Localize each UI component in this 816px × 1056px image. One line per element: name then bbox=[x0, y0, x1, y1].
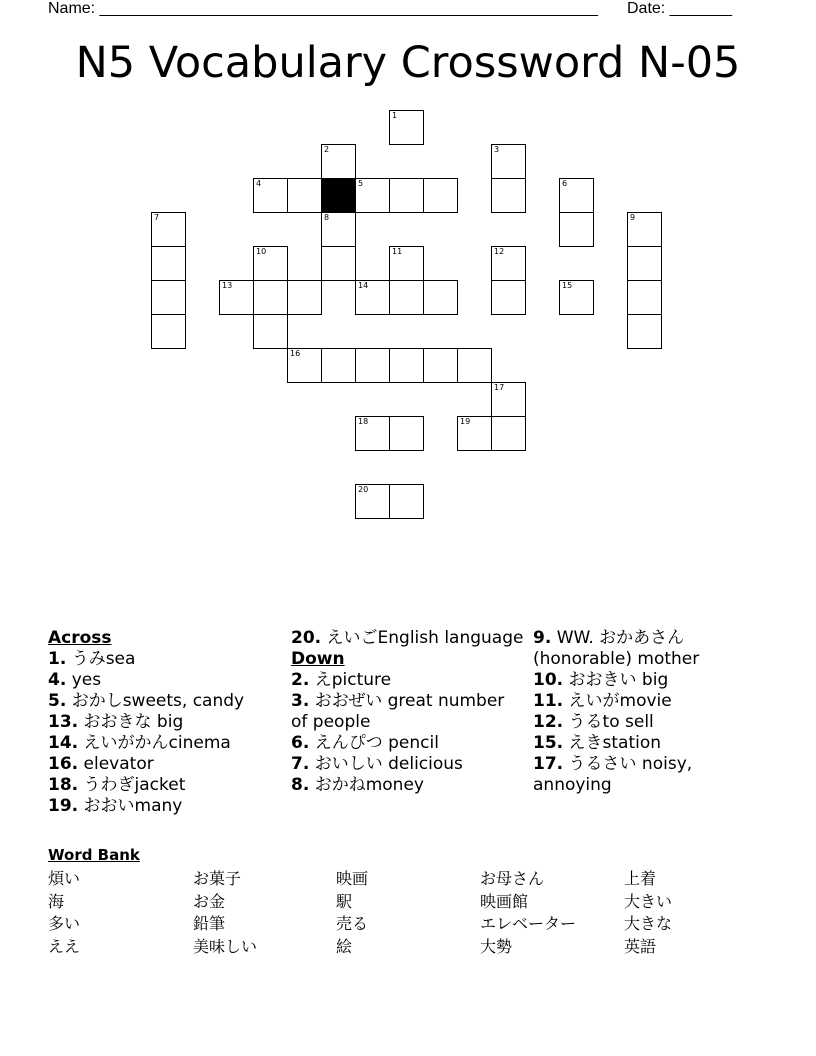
clue-across-1: 1. うみsea bbox=[48, 649, 136, 669]
grid-cell-7[interactable] bbox=[151, 212, 186, 247]
grid-cell[interactable] bbox=[253, 314, 288, 349]
word-bank-item: 映画 bbox=[336, 869, 369, 888]
grid-cell[interactable] bbox=[457, 348, 492, 383]
grid-cell[interactable] bbox=[491, 416, 526, 451]
grid-cell-4[interactable] bbox=[253, 178, 288, 213]
across-heading: Across bbox=[48, 628, 112, 648]
grid-cell[interactable] bbox=[423, 348, 458, 383]
grid-cell-13[interactable] bbox=[219, 280, 254, 315]
word-bank-item: 売る bbox=[336, 914, 369, 933]
grid-cell-12[interactable] bbox=[491, 246, 526, 281]
word-bank-item: 大勢 bbox=[480, 936, 513, 956]
cell-number: 15 bbox=[562, 281, 573, 290]
grid-cell[interactable] bbox=[287, 280, 322, 315]
word-bank-column bbox=[193, 868, 333, 958]
clue-across-18: 18. うわぎjacket bbox=[48, 775, 186, 795]
word-bank-item: エレベーター bbox=[480, 914, 577, 933]
grid-cell[interactable] bbox=[253, 280, 288, 315]
clue-column-2 bbox=[291, 628, 526, 796]
grid-cell[interactable] bbox=[151, 280, 186, 315]
grid-cell[interactable] bbox=[389, 280, 424, 315]
clue-down-17: 17. うるさい noisy, annoying bbox=[533, 754, 693, 795]
clue-column-1 bbox=[48, 628, 278, 817]
word-bank-column bbox=[480, 868, 620, 958]
grid-cell[interactable] bbox=[389, 348, 424, 383]
grid-cell[interactable] bbox=[627, 314, 662, 349]
clue-down-12: 12. うるto sell bbox=[533, 712, 654, 732]
grid-cell-1[interactable] bbox=[389, 110, 424, 145]
word-bank-column bbox=[336, 868, 476, 958]
grid-cell[interactable] bbox=[355, 348, 390, 383]
grid-cell[interactable] bbox=[423, 280, 458, 315]
grid-cell-20[interactable] bbox=[355, 484, 390, 519]
word-bank-item: ええ bbox=[48, 936, 81, 956]
grid-cell-10[interactable] bbox=[253, 246, 288, 281]
cell-number: 10 bbox=[256, 247, 267, 256]
clue-down-9: 9. WW. おかあさん(honorable) mother bbox=[533, 628, 700, 669]
grid-cell[interactable] bbox=[627, 246, 662, 281]
grid-cell[interactable] bbox=[151, 314, 186, 349]
page-title: N5 Vocabulary Crossword N-05 bbox=[75, 38, 741, 88]
cell-number: 13 bbox=[222, 281, 233, 290]
grid-cell[interactable] bbox=[491, 280, 526, 315]
word-bank-item: 多い bbox=[48, 914, 81, 933]
cell-number: 19 bbox=[460, 417, 471, 426]
word-bank-item: 海 bbox=[48, 891, 65, 911]
grid-block bbox=[321, 178, 356, 213]
down-heading: Down bbox=[291, 649, 345, 669]
grid-cell[interactable] bbox=[287, 178, 322, 213]
grid-cell[interactable] bbox=[389, 416, 424, 451]
word-bank-item: 上着 bbox=[624, 869, 657, 888]
word-bank-column bbox=[48, 868, 188, 958]
clue-down-2: 2. えpicture bbox=[291, 670, 392, 690]
clue-column-3 bbox=[533, 628, 763, 796]
grid-cell-15[interactable] bbox=[559, 280, 594, 315]
grid-cell-19[interactable] bbox=[457, 416, 492, 451]
clue-down-15: 15. えきstation bbox=[533, 733, 662, 753]
cell-number: 8 bbox=[324, 213, 330, 222]
clue-down-3: 3. おおぜい great number of people bbox=[291, 691, 505, 732]
clue-across-5: 5. おかしsweets, candy bbox=[48, 691, 245, 711]
clue-across-13: 13. おおきな big bbox=[48, 712, 184, 732]
word-bank-item: 鉛筆 bbox=[193, 914, 226, 933]
word-bank-item: 煩い bbox=[48, 869, 81, 888]
date-field[interactable]: Date: _______ bbox=[627, 0, 732, 17]
cell-number: 17 bbox=[494, 383, 505, 392]
cell-number: 5 bbox=[358, 179, 364, 188]
cell-number: 2 bbox=[324, 145, 330, 154]
clue-down-11: 11. えいがmovie bbox=[533, 691, 672, 711]
cell-number: 11 bbox=[392, 247, 403, 256]
grid-cell[interactable] bbox=[627, 280, 662, 315]
grid-cell[interactable] bbox=[151, 246, 186, 281]
grid-cell[interactable] bbox=[559, 212, 594, 247]
grid-cell-8[interactable] bbox=[321, 212, 356, 247]
cell-number: 18 bbox=[358, 417, 369, 426]
grid-cell[interactable] bbox=[389, 178, 424, 213]
grid-cell-16[interactable] bbox=[287, 348, 322, 383]
grid-cell-5[interactable] bbox=[355, 178, 390, 213]
cell-number: 20 bbox=[358, 485, 369, 494]
word-bank-item: 美味しい bbox=[193, 936, 258, 956]
grid-cell[interactable] bbox=[321, 348, 356, 383]
name-field[interactable]: Name: ________________________________________________________ bbox=[48, 0, 598, 17]
clue-down-6: 6. えんぴつ pencil bbox=[291, 733, 439, 753]
grid-cell-17[interactable] bbox=[491, 382, 526, 417]
cell-number: 4 bbox=[256, 179, 262, 188]
clue-down-10: 10. おおきい big bbox=[533, 670, 669, 690]
clue-across-19: 19. おおいmany bbox=[48, 796, 183, 816]
word-bank-item: 駅 bbox=[336, 891, 353, 911]
grid-cell[interactable] bbox=[423, 178, 458, 213]
grid-cell-2[interactable] bbox=[321, 144, 356, 179]
word-bank-item: お母さん bbox=[480, 869, 545, 888]
word-bank-item: 絵 bbox=[336, 936, 353, 956]
cell-number: 16 bbox=[290, 349, 301, 358]
cell-number: 14 bbox=[358, 281, 369, 290]
word-bank-item: お金 bbox=[193, 891, 226, 911]
cell-number: 9 bbox=[630, 213, 636, 222]
word-bank-item: お菓子 bbox=[193, 869, 242, 888]
word-bank-item: 大きな bbox=[624, 914, 673, 933]
cell-number: 1 bbox=[392, 111, 398, 120]
clue-down-7: 7. おいしい delicious bbox=[291, 754, 463, 774]
clue-down-8: 8. おかねmoney bbox=[291, 775, 424, 795]
grid-cell[interactable] bbox=[321, 246, 356, 281]
grid-cell-14[interactable] bbox=[355, 280, 390, 315]
word-bank-column bbox=[624, 868, 764, 958]
grid-cell[interactable] bbox=[491, 178, 526, 213]
cell-number: 7 bbox=[154, 213, 160, 222]
word-bank-item: 大きい bbox=[624, 891, 673, 911]
cell-number: 3 bbox=[494, 145, 500, 154]
clue-across-14: 14. えいがかんcinema bbox=[48, 733, 231, 753]
word-bank-heading: Word Bank bbox=[48, 846, 140, 864]
clue-across-16: 16. elevator bbox=[48, 754, 154, 774]
grid-cell-6[interactable] bbox=[559, 178, 594, 213]
grid-cell-18[interactable] bbox=[355, 416, 390, 451]
grid-cell-3[interactable] bbox=[491, 144, 526, 179]
grid-cell-9[interactable] bbox=[627, 212, 662, 247]
cell-number: 6 bbox=[562, 179, 568, 188]
grid-cell-11[interactable] bbox=[389, 246, 424, 281]
grid-cell[interactable] bbox=[389, 484, 424, 519]
clue-across-4: 4. yes bbox=[48, 670, 102, 690]
clue-across-20: 20. えいごEnglish language bbox=[291, 628, 524, 648]
word-bank-item: 映画館 bbox=[480, 891, 529, 911]
word-bank-item: 英語 bbox=[624, 936, 657, 956]
cell-number: 12 bbox=[494, 247, 505, 256]
